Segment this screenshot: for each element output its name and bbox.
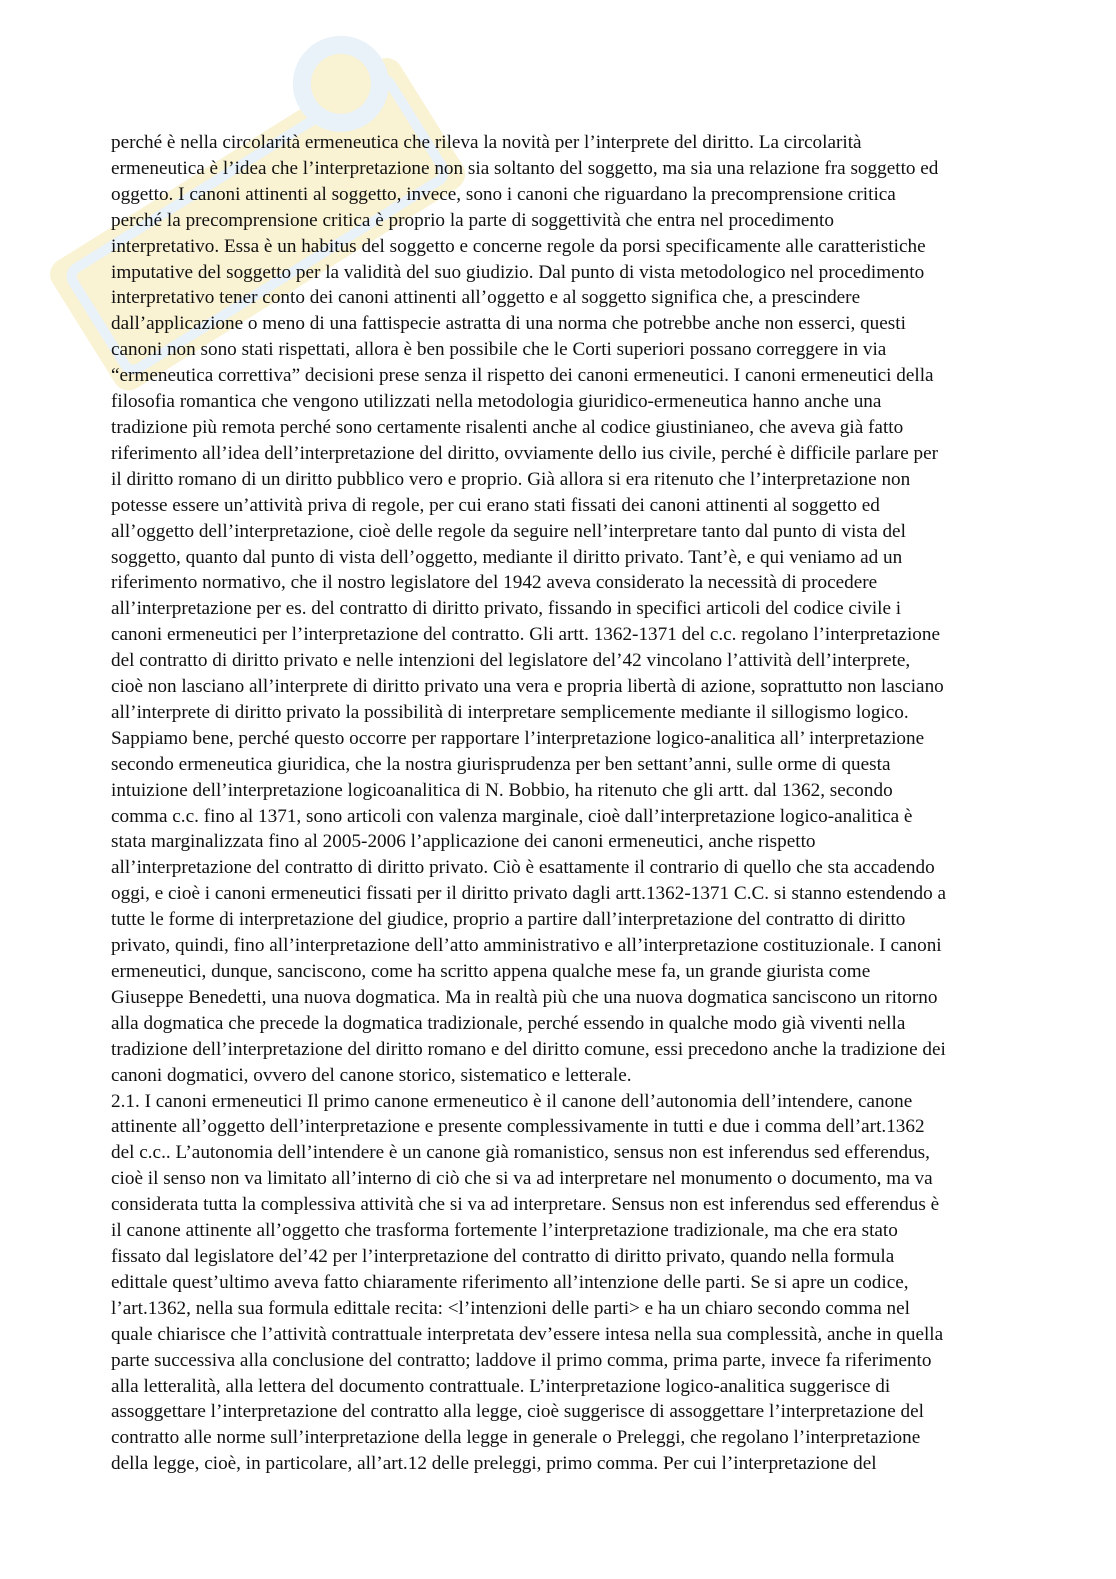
- text-line: del c.c.. L’autonomia dell’intendere è un canone già romanistico, sensus non est inferendus sed efferendus,: [111, 1142, 930, 1164]
- text-line: tutte le forme di interpretazione del giudice, proprio a partire dall’interpretazione del contratto di diritto: [111, 909, 906, 931]
- text-line: dall’applicazione o meno di una fattispecie astratta di una norma che potrebbe anche non esserci, questi: [111, 313, 906, 335]
- text-line: soggetto, quanto dal punto di vista dell’oggetto, mediante il diritto privato. Tant’è, e qui veniamo ad un: [111, 546, 903, 568]
- text-line: il canone attinente all’oggetto che trasforma fortemente l’interpretazione tradizionale, ma che era stato: [111, 1220, 898, 1242]
- text-line: all’oggetto dell’interpretazione, cioè delle regole da seguire nell’interpretare tanto dal punto di vista del: [111, 520, 906, 542]
- text-line: canoni non sono stati rispettati, allora è ben possibile che le Corti superiori possano correggere in via: [111, 339, 887, 361]
- text-line: ermeneutica è l’idea che l’interpretazione non sia soltanto del soggetto, ma sia una relazione fra soggetto ed: [111, 157, 939, 179]
- text-line: filosofia romantica che vengono utilizzati nella metodologia giuridico-ermeneutica hanno anche una: [111, 391, 882, 413]
- text-line: 2.1. I canoni ermeneutici Il primo canone ermeneutico è il canone dell’autonomia dell’intendere, canone: [111, 1090, 913, 1112]
- text-line: parte successiva alla conclusione del contratto; laddove il primo comma, prima parte, invece fa riferimento: [111, 1349, 932, 1371]
- text-line: tradizione più remota perché sono certamente risalenti anche al codice giustinianeo, che aveva già fatto: [111, 416, 904, 438]
- text-line: Sappiamo bene, perché questo occorre per rapportare l’interpretazione logico-analitica all’ interpretazione: [111, 727, 925, 749]
- text-line: potesse essere un’attività priva di regole, per cui erano stati fissati dei canoni attinenti al soggetto ed: [111, 494, 880, 516]
- text-line: imputative del soggetto per la validità del suo giudizio. Dal punto di vista metodologico nel procedimento: [111, 261, 925, 283]
- text-line: intuizione dell’interpretazione logicoanalitica di N. Bobbio, ha ritenuto che gli artt. dal 1362, secondo: [111, 779, 893, 801]
- text-line: contratto alle norme sull’interpretazione della legge in generale o Preleggi, che regolano l’interpretazione: [111, 1427, 921, 1449]
- text-line: perché la precomprensione critica è proprio la parte di soggettività che entra nel procedimento: [111, 209, 834, 231]
- text-line: tradizione dell’interpretazione del diritto romano e del diritto comune, essi precedono anche la tradizione dei: [111, 1038, 946, 1060]
- text-line: all’interprete di diritto privato la possibilità di interpretare semplicemente mediante il sillogismo logico.: [111, 701, 909, 723]
- text-line: comma c.c. fino al 1371, sono articoli con valenza marginale, cioè dall’interpretazione logico-analitica è: [111, 805, 913, 827]
- text-line: edittale quest’ultimo aveva fatto chiaramente riferimento all’intenzione delle parti. Se si apre un codice,: [111, 1271, 909, 1293]
- text-line: “ermeneutica correttiva” decisioni prese senza il rispetto dei canoni ermeneutici. I canoni ermeneutici della: [111, 365, 934, 387]
- text-line: oggi, e cioè i canoni ermeneutici fissati per il diritto privato dagli artt.1362-1371 C.C. si stanno estendendo a: [111, 883, 946, 905]
- text-line: perché è nella circolarità ermeneutica che rileva la novità per l’interprete del diritto. La circolarità: [111, 132, 862, 153]
- text-line: cioè il senso non va limitato all’interno di ciò che si va ad interpretare nel monumento o documento, ma va: [111, 1168, 933, 1190]
- text-line: privato, quindi, fino all’interpretazione dell’atto amministrativo e all’interpretazione costituzionale. I canoni: [111, 935, 942, 957]
- text-line: ermeneutici, dunque, sanciscono, come ha scritto appena qualche mese fa, un grande giurista come: [111, 961, 871, 982]
- text-line: riferimento all’idea dell’interpretazione del diritto, ovviamente dello ius civile, perché è difficile parlare per: [111, 442, 939, 464]
- document-body: [111, 130, 1011, 1477]
- text-line: all’interpretazione del contratto di diritto privato. Ciò è esattamente il contrario di quello che sta accadendo: [111, 857, 935, 879]
- text-line: riferimento normativo, che il nostro legislatore del 1942 aveva considerato la necessità di procedere: [111, 572, 878, 594]
- text-line: alla letteralità, alla lettera del documento contrattuale. L’interpretazione logico-analitica suggerisce di: [111, 1375, 891, 1397]
- text-line: il diritto romano di un diritto pubblico vero e proprio. Già allora si era ritenuto che l’interpretazione non: [111, 468, 911, 490]
- text-line: assoggettare l’interpretazione del contratto alla legge, cioè suggerisce di assoggettare l’interpretazione del: [111, 1401, 924, 1423]
- text-line: canoni ermeneutici per l’interpretazione del contratto. Gli artt. 1362-1371 del c.c. regolano l’interpretazione: [111, 624, 940, 646]
- text-line: fissato dal legislatore del’42 per l’interpretazione del contratto di diritto privato, quando nella formula: [111, 1245, 895, 1267]
- text-line: cioè non lasciano all’interprete di diritto privato una vera e propria libertà di azione, soprattutto non lasciano: [111, 676, 944, 698]
- text-line: canoni dogmatici, ovvero del canone storico, sistematico e letterale.: [111, 1064, 632, 1086]
- text-line: all’interpretazione per es. del contratto di diritto privato, fissando in specifici articoli del codice civile i: [111, 598, 902, 620]
- text-line: quale chiarisce che l’attività contrattuale interpretata dev’essere intesa nella sua complessità, anche in quella: [111, 1323, 944, 1345]
- text-line: stata marginalizzata fino al 2005-2006 l’applicazione dei canoni ermeneutici, anche rispetto: [111, 831, 816, 853]
- text-line: interpretativo. Essa è un habitus del soggetto e concerne regole da porsi specificamente alle caratteristiche: [111, 235, 926, 257]
- text-line: considerata tutta la complessiva attività che si va ad interpretare. Sensus non est inferendus sed efferendus è: [111, 1194, 940, 1216]
- text-line: alla dogmatica che precede la dogmatica tradizionale, perché essendo in qualche modo già viventi nella: [111, 1012, 906, 1034]
- text-line: l’art.1362, nella sua formula edittale recita: <l’intenzioni delle parti> e ha un chiaro secondo comma nel: [111, 1297, 910, 1319]
- text-line: del contratto di diritto privato e nelle intenzioni del legislatore del’42 vincolano l’attività dell’interprete,: [111, 650, 911, 672]
- text-line: Giuseppe Benedetti, una nuova dogmatica. Ma in realtà più che una nuova dogmatica sanciscono un ritorno: [111, 986, 938, 1008]
- text-line: secondo ermeneutica giuridica, che la nostra giurisprudenza per ben settant’anni, sulle orme di questa: [111, 753, 891, 775]
- text-line: attinente all’oggetto dell’interpretazione e presente complessivamente in tutti e due i comma dell’art.1362: [111, 1116, 925, 1138]
- text-line: interpretativo tener conto dei canoni attinenti all’oggetto e al soggetto significa che, a prescindere: [111, 287, 861, 309]
- text-line: della legge, cioè, in particolare, all’art.12 delle preleggi, primo comma. Per cui l’interpretazione del: [111, 1453, 877, 1475]
- text-line: oggetto. I canoni attinenti al soggetto, invece, sono i canoni che riguardano la precomprensione critica: [111, 183, 896, 205]
